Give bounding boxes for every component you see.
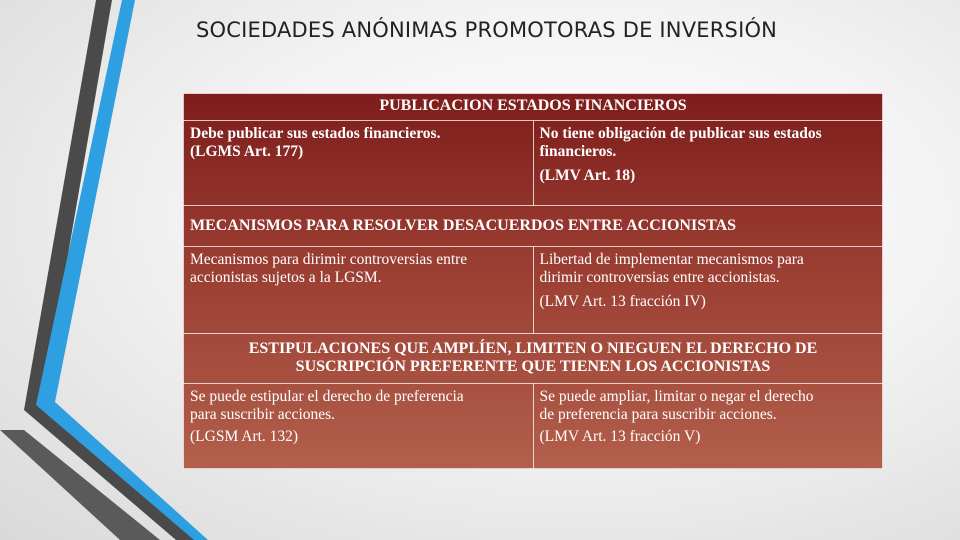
cell-subscription-right [533,383,883,469]
section-title-line: SUSCRIPCIÓN PREFERENTE QUE TIENEN LOS ACCIONISTAS [295,358,771,376]
cell-line: (LMV Art. 13 fracción IV) [539,292,706,310]
cell-line: Debe publicar sus estados financieros. [190,125,441,143]
cell-financial-left [184,121,534,205]
section-title-subscription [184,334,883,383]
cell-subscription-left [184,383,534,469]
cell-line: financieros. [539,143,617,161]
cell-mechanisms-left [184,246,534,333]
cell-line: dirimir controversias entre accionistas. [539,268,780,286]
cell-line: (LGSM Art. 132) [190,427,299,445]
page-title: SOCIEDADES ANÓNIMAS PROMOTORAS DE INVERSIÓN [196,18,778,42]
cell-line: (LMV Art. 18) [539,167,636,185]
cell-line: accionistas sujetos a la LGSM. [190,268,382,286]
comparison-table [183,93,883,469]
cell-line: (LMV Art. 13 fracción V) [539,427,701,445]
cell-line: (LGMS Art. 177) [190,143,304,161]
cell-line: Se puede ampliar, limitar o negar el derecho [539,387,814,405]
cell-mechanisms-right [533,246,883,333]
cell-line: Libertad de implementar mecanismos para [539,250,804,268]
cell-line: Se puede estipular el derecho de preferencia [190,387,464,405]
table-header: PUBLICACION ESTADOS FINANCIEROS [184,94,883,121]
section-title-line: ESTIPULACIONES QUE AMPLÍEN, LIMITEN O NIEGUEN EL DERECHO DE [248,340,818,358]
cell-financial-right [533,121,883,205]
cell-line: para suscribir acciones. [190,405,336,423]
cell-line: de preferencia para suscribir acciones. [539,405,777,423]
cell-line: No tiene obligación de publicar sus estados [539,125,822,143]
section-title-mechanisms: MECANISMOS PARA RESOLVER DESACUERDOS ENTRE ACCIONISTAS [184,205,883,246]
cell-line: Mecanismos para dirimir controversias entre [190,250,468,268]
